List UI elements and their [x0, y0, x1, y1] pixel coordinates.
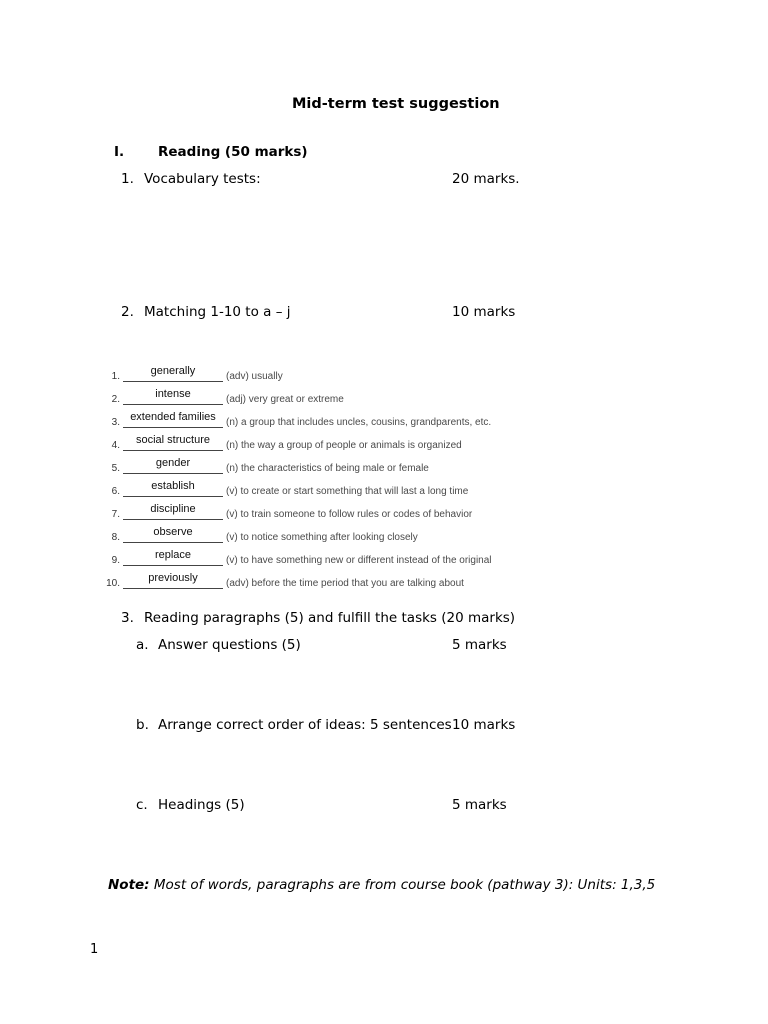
vocabulary-definition: (adj) very great or extreme — [226, 394, 344, 405]
vocabulary-definition: (v) to notice something after looking closely — [226, 532, 418, 543]
page-number: 1 — [90, 942, 99, 957]
vocabulary-row — [104, 572, 524, 592]
item-label: Vocabulary tests: — [144, 171, 261, 187]
vocabulary-word: establish — [151, 480, 195, 492]
vocabulary-row — [104, 526, 524, 546]
item-number: 2. — [121, 304, 134, 320]
vocabulary-row — [104, 434, 524, 454]
vocabulary-row — [104, 411, 524, 431]
answer-underline — [123, 496, 223, 497]
vocabulary-row — [104, 457, 524, 477]
subitem-label: Answer questions (5) — [158, 637, 301, 653]
answer-underline — [123, 381, 223, 382]
vocabulary-number: 1. — [111, 371, 120, 382]
answer-underline — [123, 519, 223, 520]
vocabulary-word: gender — [155, 457, 191, 469]
vocabulary-number: 6. — [111, 486, 120, 497]
vocabulary-definition: (v) to create or start something that will last a long time — [226, 486, 469, 497]
vocabulary-number: 4. — [111, 440, 120, 451]
answer-underline — [123, 542, 223, 543]
vocabulary-definition: (n) the characteristics of being male or female — [226, 463, 429, 474]
vocabulary-word: observe — [153, 526, 193, 538]
vocabulary-definition: (n) a group that includes uncles, cousins, grandparents, etc. — [226, 417, 492, 428]
vocabulary-definition: (v) to have something new or different instead of the original — [226, 555, 492, 566]
vocabulary-word: replace — [154, 549, 192, 561]
item-marks: 20 marks. — [452, 171, 520, 187]
subitem-label: Headings (5) — [158, 797, 245, 813]
vocabulary-word: previously — [148, 572, 198, 584]
answer-underline — [123, 450, 223, 451]
vocabulary-row — [104, 480, 524, 500]
item-label: Reading paragraphs (5) and fulfill the tasks (20 marks) — [144, 610, 516, 626]
vocabulary-number: 5. — [111, 463, 120, 474]
vocabulary-word: intense — [155, 388, 191, 400]
vocabulary-definition: (adv) before the time period that you are talking about — [226, 578, 464, 589]
vocabulary-number: 9. — [111, 555, 120, 566]
vocabulary-row — [104, 365, 524, 385]
vocabulary-number: 3. — [111, 417, 120, 428]
answer-underline — [123, 588, 223, 589]
subitem-letter: b. — [136, 717, 149, 733]
vocabulary-row — [104, 549, 524, 569]
vocabulary-definition: (adv) usually — [226, 371, 283, 382]
subitem-marks: 5 marks — [452, 637, 507, 653]
item-number: 1. — [121, 171, 134, 187]
note-text: Most of words, paragraphs are from course book (pathway 3): Units: 1,3,5 — [153, 877, 656, 893]
item-number: 3. — [121, 610, 134, 626]
vocabulary-number: 7. — [111, 509, 120, 520]
vocabulary-number: 10. — [106, 578, 120, 589]
vocabulary-definition: (v) to train someone to follow rules or codes of behavior — [226, 509, 473, 520]
document-title: Mid-term test suggestion — [292, 96, 500, 112]
subitem-letter: c. — [136, 797, 148, 813]
vocabulary-word: extended families — [130, 411, 216, 423]
vocabulary-row — [104, 388, 524, 408]
section-numeral: I. — [114, 144, 125, 160]
vocabulary-word: generally — [150, 365, 196, 377]
note — [108, 877, 655, 893]
vocabulary-definition: (n) the way a group of people or animals is organized — [226, 440, 462, 451]
subitem-marks: 10 marks — [452, 717, 516, 733]
item-label: Matching 1-10 to a – j — [144, 304, 291, 320]
subitem-marks: 5 marks — [452, 797, 507, 813]
vocabulary-matching-image — [104, 361, 524, 597]
answer-underline — [123, 404, 223, 405]
answer-underline — [123, 473, 223, 474]
answer-underline — [123, 427, 223, 428]
note-label: Note: — [108, 877, 150, 893]
answer-underline — [123, 565, 223, 566]
item-marks: 10 marks — [452, 304, 516, 320]
vocabulary-number: 2. — [111, 394, 120, 405]
vocabulary-row — [104, 503, 524, 523]
vocabulary-number: 8. — [111, 532, 120, 543]
section-heading: Reading (50 marks) — [158, 144, 308, 160]
vocabulary-word: social structure — [136, 434, 210, 446]
subitem-label: Arrange correct order of ideas: 5 sentences — [158, 717, 452, 733]
subitem-letter: a. — [136, 637, 149, 653]
vocabulary-word: discipline — [150, 503, 196, 515]
